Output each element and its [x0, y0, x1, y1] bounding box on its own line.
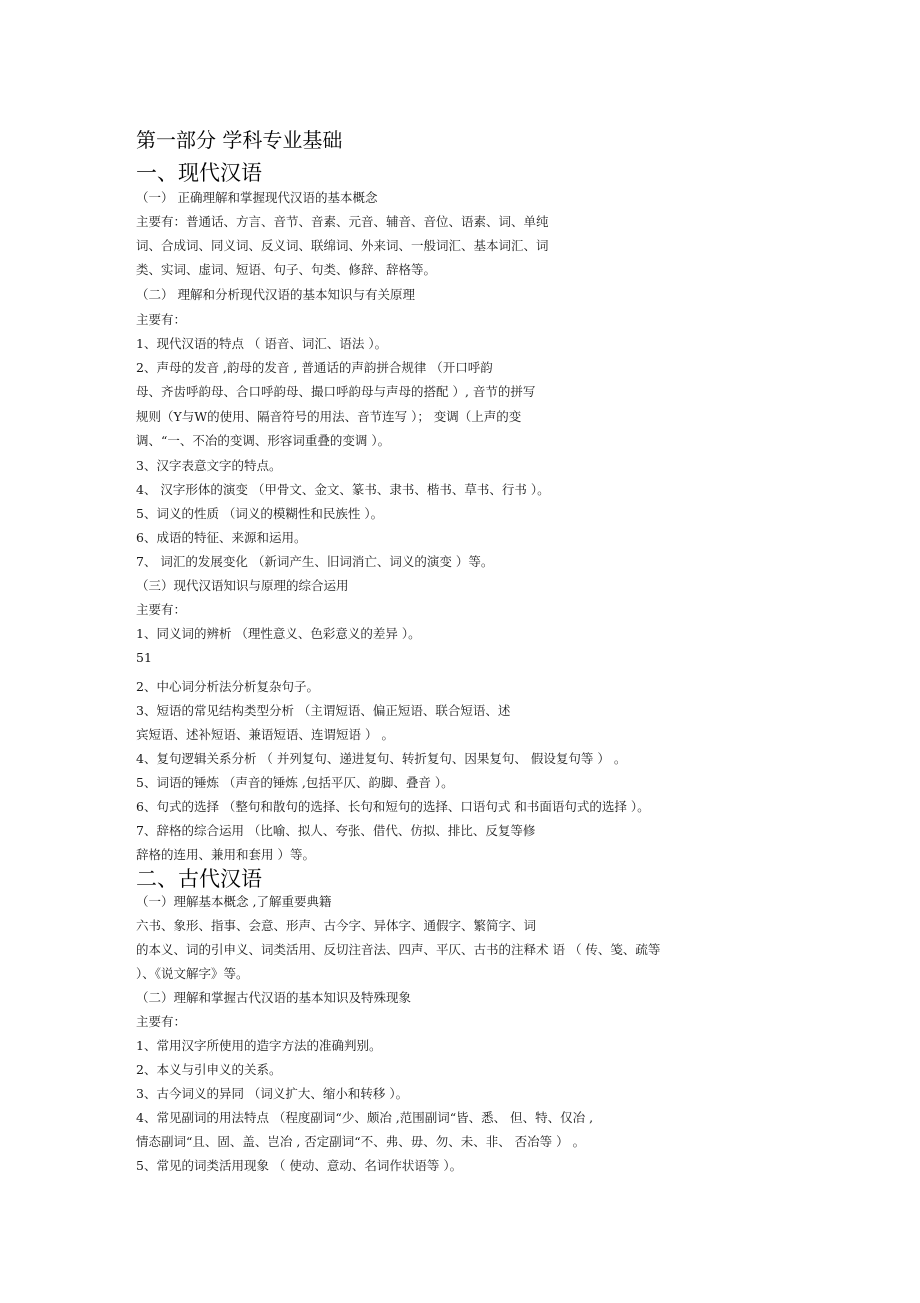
text-line: 4、复句逻辑关系分析 （ 并列复句、递进复句、转折复句、因果复句、 假设复句等 ） 。 — [136, 751, 627, 766]
text-line: 的本义、词的引申义、词类活用、反切注音法、四声、平仄、古书的注释术 语 （ 传、笺、疏等 — [136, 942, 661, 957]
text-line: 5、词义的性质 （词义的模糊性和民族性 ）。 — [136, 506, 384, 521]
text-line: 3、汉字表意文字的特点。 — [136, 458, 282, 473]
text-line: 2、本义与引申义的关系。 — [136, 1062, 282, 1077]
text-line: 2、声母的发音 ,韵母的发音 , 普通话的声韵拼合规律 （开口呼韵 — [136, 360, 493, 375]
text-line: （二）理解和掌握古代汉语的基本知识及特殊现象 — [136, 990, 412, 1005]
text-line: 主要有： — [136, 1014, 187, 1029]
text-line: 六书、象形、指事、会意、形声、古今字、异体字、通假字、繁简字、词 — [136, 918, 537, 933]
text-line: 规则（Y与W的使用、隔音符号的用法、音节连写 ）； 变调（上声的变 — [136, 409, 522, 424]
text-line: 主要有： — [136, 602, 187, 617]
page-number: 51 — [136, 650, 152, 665]
text-line: （三）现代汉语知识与原理的综合运用 — [136, 578, 349, 593]
text-line: 主要有：普通话、方言、音节、音素、元音、辅音、音位、语素、词、单纯 — [136, 214, 549, 229]
text-line: 6、成语的特征、来源和运用。 — [136, 530, 307, 545]
text-line: 词、合成词、同义词、反义词、联绵词、外来词、一般词汇、基本词汇、词 — [136, 238, 549, 253]
text-line: （二） 理解和分析现代汉语的基本知识与有关原理 — [136, 287, 415, 302]
text-line: 辞格的连用、兼用和套用 ）等。 — [136, 847, 315, 862]
text-line: 主要有： — [136, 312, 187, 327]
text-line: 7、辞格的综合运用 （比喻、拟人、夸张、借代、仿拟、排比、反复等修 — [136, 823, 536, 838]
text-line: （一）理解基本概念 ,了解重要典籍 — [136, 894, 332, 909]
text-line: 母、齐齿呼韵母、合口呼韵母、撮口呼韵母与声母的搭配 ）, 音节的拼写 — [136, 384, 536, 399]
text-line: （一） 正确理解和掌握现代汉语的基本概念 — [136, 190, 378, 205]
part-title: 第一部分 学科专业基础 — [136, 128, 343, 152]
section-heading-modern: 一、现代汉语 — [136, 161, 262, 185]
text-line: 3、短语的常见结构类型分析 （主谓短语、偏正短语、联合短语、述 — [136, 703, 511, 718]
text-line: 7、 词汇的发展变化 （新词产生、旧词消亡、词义的演变 ）等。 — [136, 554, 494, 569]
text-line: 4、常见副词的用法特点 （程度副词“少、颇冶 ,范围副词“皆、悉、 但、特、仅冶 , — [136, 1110, 594, 1125]
text-line: 1、常用汉字所使用的造字方法的准确判别。 — [136, 1038, 382, 1053]
text-line: 宾短语、述补短语、兼语短语、连谓短语 ） 。 — [136, 727, 394, 742]
text-line: ）、《说文解字》等。 — [136, 966, 249, 981]
text-line: 5、词语的锤炼 （声音的锤炼 ,包括平仄、韵脚、叠音 ）。 — [136, 775, 454, 790]
text-line: 3、古今词义的异同 （词义扩大、缩小和转移 ）。 — [136, 1086, 409, 1101]
text-line: 类、实词、虚词、短语、句子、句类、修辞、辞格等。 — [136, 262, 437, 277]
text-line: 5、常见的词类活用现象 （ 使动、意动、名词作状语等 ）。 — [136, 1158, 463, 1173]
text-line: 1、现代汉语的特点 （ 语音、词汇、语法 ）。 — [136, 336, 388, 351]
text-line: 6、句式的选择 （整句和散句的选择、长句和短句的选择、口语句式 和书面语句式的选择 ）。 — [136, 799, 650, 814]
text-line: 调、“一、不冶的变调、形容词重叠的变调 ）。 — [136, 433, 391, 448]
text-line: 2、中心词分析法分析复杂句子。 — [136, 679, 319, 694]
section-heading-ancient: 二、古代汉语 — [136, 867, 262, 891]
text-line: 1、同义词的辨析 （理性意义、色彩意义的差异 ）。 — [136, 626, 421, 641]
text-line: 4、 汉字形体的演变 （甲骨文、金文、篆书、隶书、楷书、草书、行书 ）。 — [136, 482, 550, 497]
text-line: 情态副词“且、固、盖、岂冶 , 否定副词“不、弗、毋、勿、未、非、 否冶等 ） 。 — [136, 1134, 586, 1149]
